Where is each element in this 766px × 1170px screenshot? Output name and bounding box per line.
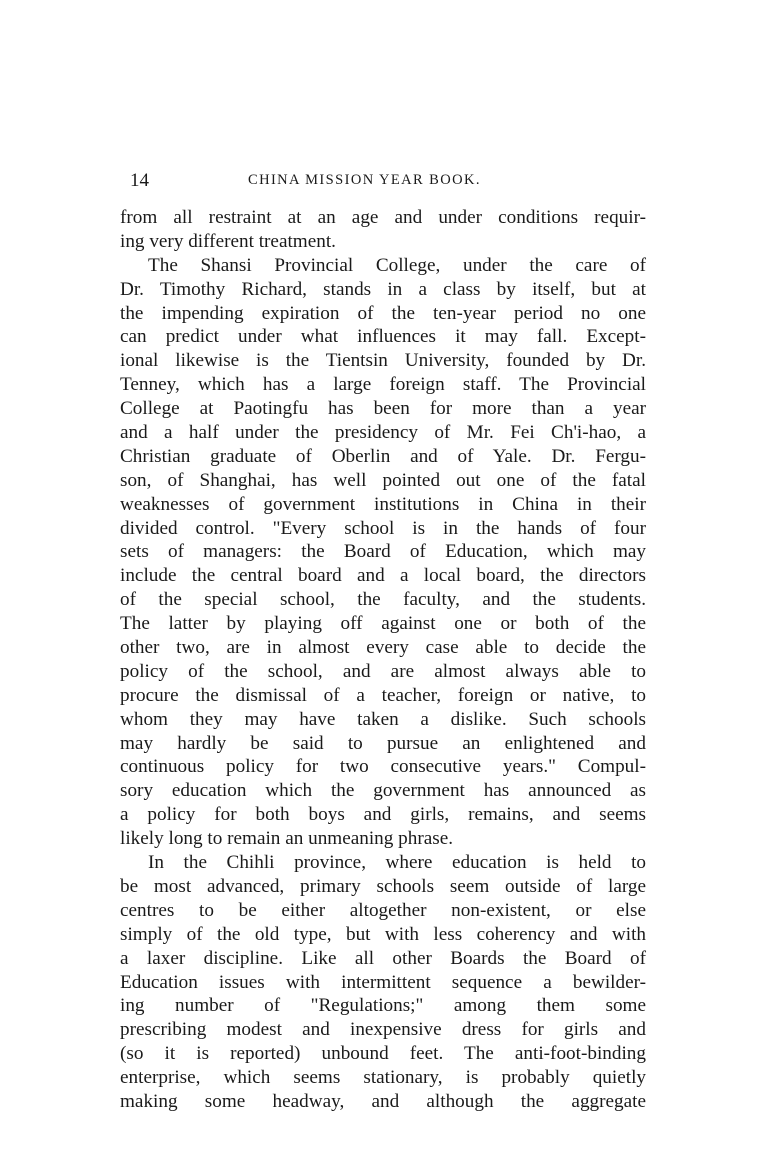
text-line: centres to be either altogether non-existent, or else (120, 899, 646, 921)
text-line: ing very different treatment. (120, 230, 336, 252)
text-line: may hardly be said to pursue an enlightened and (120, 732, 646, 754)
text-line: making some headway, and although the aggregate (120, 1090, 646, 1112)
running-title: CHINA MISSION YEAR BOOK. (248, 172, 481, 188)
text-line: of the special school, the faculty, and the students. (120, 589, 646, 611)
text-line: divided control. "Every school is in the hands of four (120, 517, 646, 539)
text-line: (so it is reported) unbound feet. The anti-foot-binding (120, 1043, 646, 1065)
text-line: sets of managers: the Board of Education, which may (120, 541, 646, 563)
text-line: sory education which the government has announced as (120, 780, 646, 802)
text-line: Dr. Timothy Richard, stands in a class by itself, but at (120, 278, 646, 300)
text-line: be most advanced, primary schools seem outside of large (120, 875, 646, 897)
text-line: from all restraint at an age and under conditions requir- (120, 207, 646, 228)
page-header (130, 170, 646, 194)
text-line: Tenney, which has a large foreign staff. The Provincial (120, 374, 646, 396)
body-text (120, 206, 646, 1114)
text-line: The Shansi Provincial College, under the care of (148, 254, 646, 276)
text-line: whom they may have taken a dislike. Such schools (120, 708, 646, 730)
text-line: weaknesses of government institutions in China in their (120, 493, 646, 515)
text-line: ional likewise is the Tientsin University, founded by Dr. (120, 350, 646, 372)
text-line: simply of the old type, but with less coherency and with (120, 923, 646, 945)
text-line: Education issues with intermittent sequence a bewilder- (120, 971, 646, 993)
text-line: policy of the school, and are almost always able to (120, 660, 646, 682)
text-line: can predict under what influences it may fall. Except- (120, 326, 646, 348)
text-line: The latter by playing off against one or both of the (120, 613, 646, 635)
text-line: a laxer discipline. Like all other Boards the Board of (120, 947, 646, 969)
text-line: In the Chihli province, where education is held to (148, 852, 646, 874)
text-line: procure the dismissal of a teacher, foreign or native, to (120, 684, 646, 706)
text-line: continuous policy for two consecutive years." Compul- (120, 756, 646, 778)
text-line: include the central board and a local board, the directors (120, 565, 646, 587)
text-line: Christian graduate of Oberlin and of Yale. Dr. Fergu- (120, 445, 646, 467)
page-number: 14 (130, 170, 149, 191)
text-line: the impending expiration of the ten-year period no one (120, 302, 646, 324)
text-line: son, of Shanghai, has well pointed out one of the fatal (120, 469, 646, 491)
text-line: prescribing modest and inexpensive dress for girls and (120, 1019, 646, 1041)
text-line: and a half under the presidency of Mr. Fei Ch'i-hao, a (120, 422, 646, 444)
text-line: a policy for both boys and girls, remains, and seems (120, 804, 646, 826)
text-line: likely long to remain an unmeaning phrase. (120, 828, 454, 850)
text-line: enterprise, which seems stationary, is probably quietly (120, 1067, 646, 1089)
text-line: other two, are in almost every case able to decide the (120, 637, 646, 659)
text-line: ing number of "Regulations;" among them some (120, 995, 646, 1017)
text-line: College at Paotingfu has been for more than a year (120, 398, 646, 420)
